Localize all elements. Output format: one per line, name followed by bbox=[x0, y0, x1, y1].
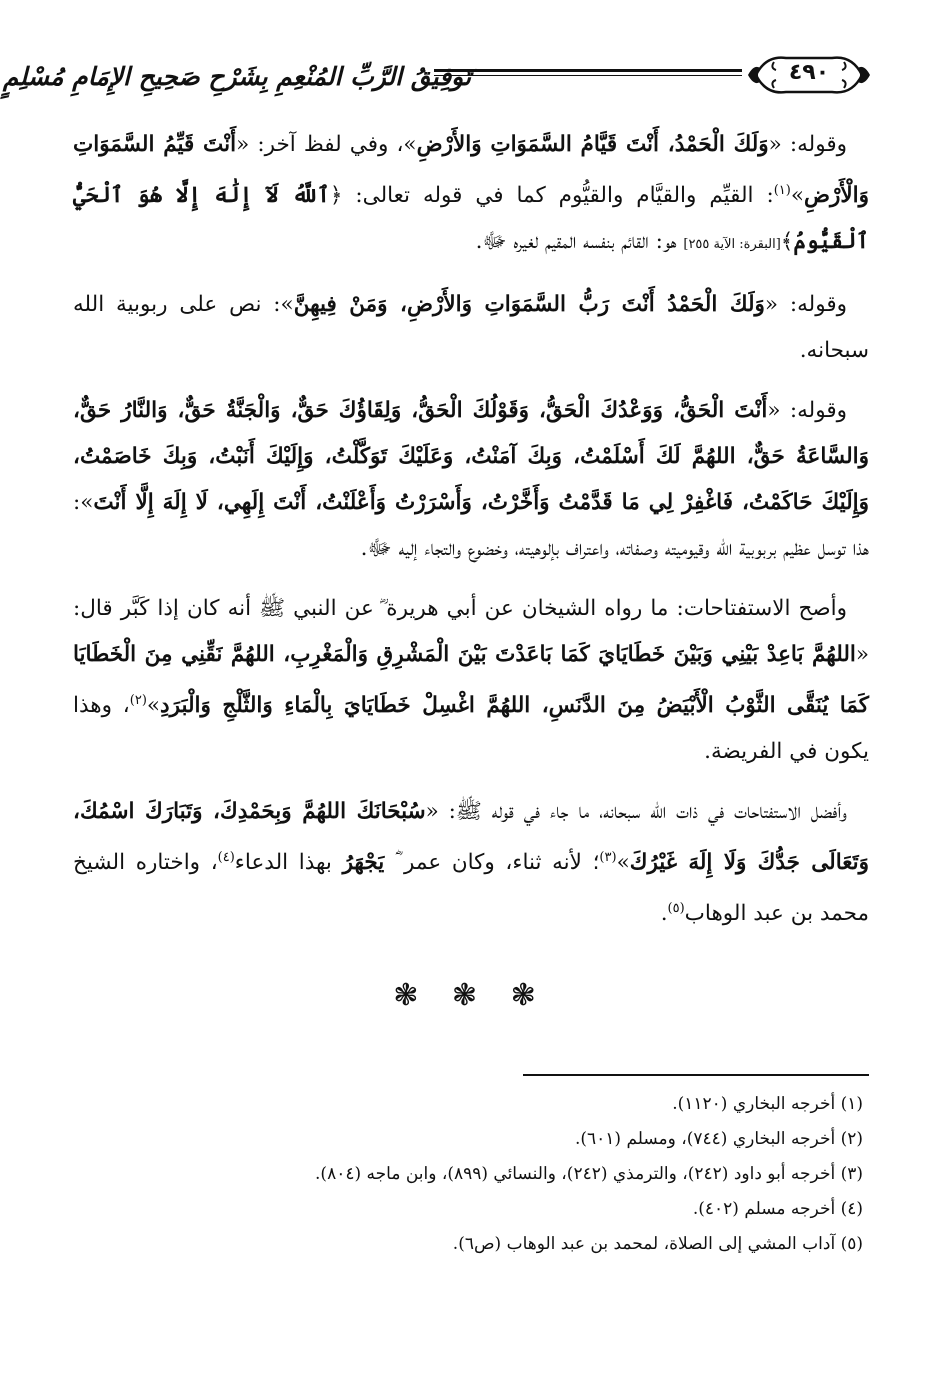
footnote-item: (٣) أخرجه أبو داود (٢٤٢)، والترمذي (٢٤٢)، والنسائي (٨٩٩)، وابن ماجه (٨٠٤). bbox=[315, 1164, 863, 1184]
text-span: » bbox=[146, 693, 161, 719]
hadith-quote: يَجْهَرُ bbox=[342, 850, 385, 876]
book-title: تَوفِيقُ الرَّبِّ المُنْعِمِ بِشَرْحِ صَحِيحِ الإِمَامِ مُسْلِمٍ bbox=[2, 61, 472, 91]
paragraph bbox=[73, 388, 869, 572]
text-span: : القيِّم والقيَّام والقيُّوم كما في قوله تعالى: ﴿ bbox=[329, 183, 774, 209]
text-span: وقوله: « bbox=[768, 132, 847, 157]
footnote-ref: (٤) bbox=[217, 850, 235, 866]
hadith-quote: وَلَكَ الْحَمْدُ أَنْتَ رَبُّ السَّمَوَاتِ وَالأَرْضِ، وَمَنْ فِيهِنَّ bbox=[293, 292, 765, 318]
text-span: . bbox=[660, 901, 668, 927]
page-number-ornament bbox=[746, 50, 872, 100]
verse-citation: [البقرة: الآية ٢٥٥] bbox=[683, 237, 781, 253]
footnote-ref: (١) bbox=[773, 183, 791, 198]
paragraph bbox=[73, 122, 869, 268]
footnotes bbox=[73, 1087, 863, 1262]
text-span: وأصح الاستفتاحات: ما رواه الشيخان عن أبي هريرة ؓ عن النبي ﷺ أنه كان إذا كَبَّر قال: « bbox=[73, 596, 869, 668]
footnote-ref: (٥) bbox=[667, 901, 685, 917]
footnote-item: (٤) أخرجه مسلم (٤٠٢). bbox=[692, 1199, 863, 1219]
header-rule bbox=[434, 69, 742, 80]
paragraph bbox=[73, 586, 869, 775]
text-span: ، واختاره الشيخ محمد بن عبد الوهاب bbox=[73, 850, 869, 927]
page-header bbox=[2, 50, 872, 110]
hadith-quote: سُبْحَانَكَ اللهُمَّ وَبِحَمْدِكَ، وَتَبَارَكَ اسْمُكَ، وَتَعَالَى جَدُّكَ وَلَا إِلَهَ غَيْرُكَ bbox=[73, 799, 869, 876]
footnote-ref: (٢) bbox=[129, 693, 147, 709]
hadith-quote: أَنْتَ الْحَقُّ، وَوَعْدُكَ الْحَقُّ، وَقَوْلُكَ الْحَقُّ، وَلِقَاؤُكَ حَقٌّ، وَالْجَنَّةُ حَقٌّ، وَالنَّارُ حَقٌّ، وَالسَّاعَةُ حَقٌّ، اللهُمَّ لَكَ أَسْلَمْتُ، وَبِكَ آمَنْتُ، وَعَلَيْكَ تَوَكَّلْتُ، وَإِلَيْكَ أَنَبْتُ، وَبِكَ خَاصَمْتُ، وَإِلَيْكَ حَاكَمْتُ، فَاغْفِرْ لِي مَا قَدَّمْتُ وَأَخَّرْتُ، وَأَسْرَرْتُ وَأَعْلَنْتُ، أَنْتَ إِلَهِي، لَا إِلَهَ إِلَّا أَنْتَ bbox=[73, 398, 869, 516]
text-span: ، وهذا يكون في الفريضة. bbox=[73, 693, 869, 765]
footnote-item: (٢) أخرجه البخاري (٧٤٤)، ومسلم (٦٠١). bbox=[574, 1129, 863, 1149]
footnote-rule bbox=[523, 1074, 869, 1076]
footnote-item: (٥) آداب المشي إلى الصلاة، لمحمد بن عبد الوهاب (ص٦). bbox=[452, 1234, 863, 1254]
text-span: » bbox=[616, 850, 630, 876]
text-span: »، وفي لفظ آخر: « bbox=[236, 132, 417, 157]
text-span: »: نص على ربوبية الله سبحانه. bbox=[73, 292, 869, 364]
hadith-quote: أَنْتَ قَيِّمُ السَّمَوَاتِ وَالْأَرْضِ bbox=[73, 132, 870, 209]
paragraph bbox=[73, 282, 869, 374]
text-span: ؛ لأنه ثناء، وكان عمر ؓ bbox=[384, 850, 600, 876]
text-span: ﴾ bbox=[780, 229, 794, 255]
text-span: هو: القائم بنفسه المقيم لغيره ﷻ. bbox=[475, 229, 684, 255]
paragraph bbox=[73, 789, 869, 937]
text-span: »: هذا توسل عظيم بربوبية الله وقيوميته وصفاته، واعتراف بإلوهيته، وخضوع والتجاء إليه ﷻ. bbox=[73, 490, 869, 562]
text-span: » bbox=[790, 183, 805, 209]
text-span: وقوله: « bbox=[764, 292, 847, 318]
text-span: وقوله: « bbox=[767, 398, 847, 424]
footnote-ref: (٣) bbox=[599, 850, 617, 866]
text-span: بهذا الدعاء bbox=[234, 850, 343, 876]
main-text bbox=[73, 122, 869, 952]
hadith-quote: اللهُمَّ بَاعِدْ بَيْنِي وَبَيْنَ خَطَايَايَ كَمَا بَاعَدْتَ بَيْنَ الْمَشْرِقِ وَالْمَغْرِبِ، اللهُمَّ نَقِّنِي مِنَ الْخَطَايَا كَمَا يُنَقَّى الثَّوْبُ الْأَبْيَضُ مِنَ الدَّنَسِ، اللهُمَّ اغْسِلْ خَطَايَايَ بِالْمَاءِ وَالثَّلْجِ وَالْبَرَدِ bbox=[73, 642, 869, 719]
text-span: وأفضل الاستفتاحات في ذات الله سبحانه، ما جاء في قوله ﷺ: « bbox=[425, 799, 847, 825]
section-separator: ❃ ❃ ❃ bbox=[393, 978, 548, 1013]
hadith-quote: وَلَكَ الْحَمْدُ، أَنْتَ قَيَّامُ السَّمَوَاتِ وَالأَرْضِ bbox=[416, 132, 769, 157]
hadith-quote: ٱللَّهُ لَآ إِلَٰهَ إِلَّا هُوَ ٱلْحَيُّ ٱلْقَيُّومُ bbox=[73, 183, 869, 255]
page-number: ٤٩٠ bbox=[788, 60, 830, 85]
footnote-item: (١) أخرجه البخاري (١١٢٠). bbox=[672, 1094, 863, 1114]
